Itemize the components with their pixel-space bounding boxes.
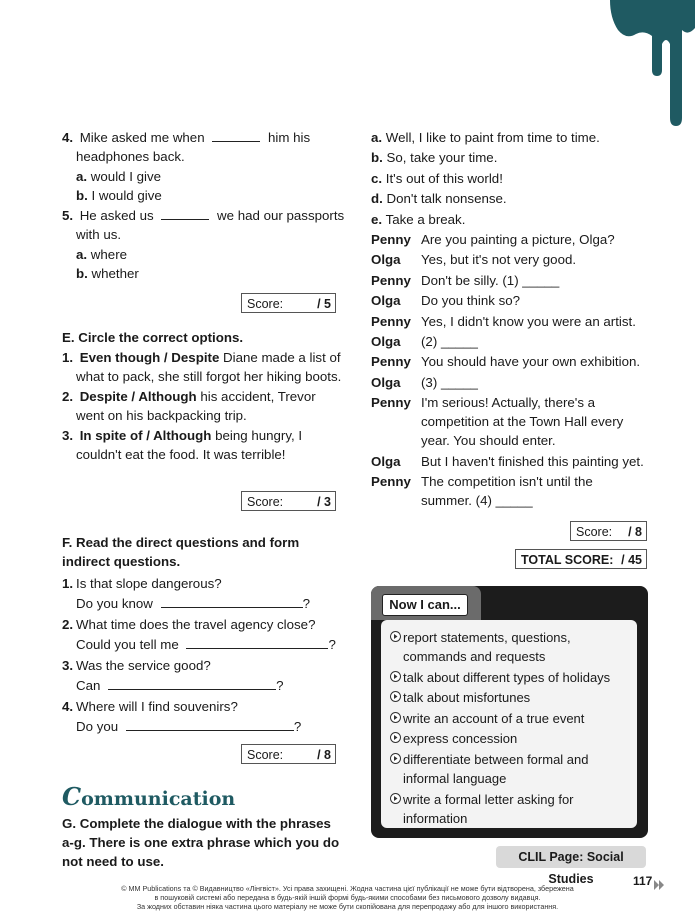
answer-line-f1[interactable]: Do you know ? — [76, 596, 310, 611]
bullet-arrow-icon — [390, 671, 401, 682]
speaker-name: Penny — [371, 313, 411, 329]
question-d4: 4. Mike asked me when him his — [62, 130, 311, 145]
answer-blank[interactable] — [108, 677, 276, 690]
dialogue-line: The competition isn't until the — [421, 474, 593, 489]
answer-blank[interactable] — [161, 595, 303, 608]
copyright-footer: © MM Publications та © Видавництво «Лінгвіст». Усі права захищені. Жодна частина цієї публікації не може бути відтворена, збережена в пошуковій системі або передана в будь-якій іншій формі будь-якими способами без письмового дозволу видавця. За жодних обставин ніяка частина цього матеріалу не може бути скопійована для перепродажу або для іншого використання. — [121, 884, 574, 911]
answer-blank[interactable] — [161, 207, 209, 220]
score-box-e: Score: / 3 — [241, 491, 336, 511]
speaker-name: Penny — [371, 354, 411, 370]
question-e1[interactable]: 1. Even though / Despite Diane made a list of — [62, 350, 341, 365]
dialogue-line: I'm serious! Actually, there's a — [421, 395, 596, 411]
option-a[interactable]: a. would I give — [76, 169, 162, 184]
dialogue-line: Don't be silly. (1) _____ — [421, 272, 560, 288]
phrase-item: d. Don't talk nonsense. — [371, 191, 507, 207]
answer-blank[interactable] — [126, 718, 294, 731]
dialogue-line: (3) _____ — [421, 374, 478, 390]
speaker-name: Penny — [371, 474, 411, 489]
can-do-item: talk about different types of holidays — [390, 668, 635, 687]
speaker-name: Olga — [371, 293, 401, 309]
dialogue-line: You should have your own exhibition. — [421, 354, 641, 370]
now-i-can-title: Now I can... — [382, 594, 468, 616]
score-box-d: Score: / 5 — [241, 293, 336, 313]
option-b[interactable]: b. I would give — [76, 188, 162, 203]
speaker-name: Penny — [371, 395, 411, 411]
dialogue-line: competition at the Town Hall every — [421, 414, 624, 430]
dialogue-line: summer. (4) _____ — [421, 493, 533, 508]
phrase-item: a. Well, I like to paint from time to time. — [371, 130, 600, 145]
speaker-name: Olga — [371, 252, 401, 268]
page-number: 117 — [633, 874, 653, 888]
phrase-item: e. Take a break. — [371, 211, 466, 227]
dialogue-line: (2) _____ — [421, 334, 478, 349]
phrase-item: c. It's out of this world! — [371, 170, 503, 186]
dialogue-line: year. You should enter. — [421, 433, 556, 449]
can-do-item: express concession — [390, 729, 635, 748]
bullet-arrow-icon — [390, 691, 401, 702]
speaker-name: Penny — [371, 232, 411, 247]
answer-blank[interactable] — [212, 129, 260, 142]
bullet-arrow-icon — [390, 793, 401, 804]
can-do-item: differentiate between formal and informal language — [390, 750, 635, 788]
clil-page-link[interactable]: CLIL Page: Social Studies — [496, 846, 646, 868]
dialogue-line: But I haven't finished this painting yet. — [421, 453, 644, 469]
score-box-f: Score: / 8 — [241, 744, 336, 764]
option-b[interactable]: b. whether — [76, 266, 139, 281]
answer-line-f3[interactable]: Can ? — [76, 678, 284, 693]
can-do-item: report statements, questions, commands and requests — [390, 628, 635, 666]
phrase-item: b. So, take your time. — [371, 150, 498, 166]
answer-line-f2[interactable]: Could you tell me ? — [76, 637, 336, 652]
answer-blank[interactable] — [186, 636, 328, 649]
section-e-heading: E. Circle the correct options. — [62, 330, 244, 345]
question-e2[interactable]: 2. Despite / Although his accident, Trevor — [62, 389, 316, 404]
score-box-g: Score: / 8 — [570, 521, 647, 541]
speaker-name: Olga — [371, 374, 401, 390]
can-do-item: write a formal letter asking for information — [390, 790, 635, 828]
bullet-arrow-icon — [390, 712, 401, 723]
dialogue-line: Yes, but it's not very good. — [421, 252, 577, 268]
question-e3[interactable]: 3. In spite of / Although being hungry, I — [62, 428, 303, 443]
can-do-item: talk about misfortunes — [390, 688, 635, 707]
section-g-heading: G. Complete the dialogue with the phrases — [62, 816, 331, 831]
section-f-heading: F. Read the direct questions and form — [62, 535, 300, 550]
dialogue-line: Do you think so? — [421, 293, 521, 309]
dialogue-line: Are you painting a picture, Olga? — [421, 232, 615, 247]
bullet-arrow-icon — [390, 753, 401, 764]
answer-line-f4[interactable]: Do you ? — [76, 719, 302, 734]
total-score-box: TOTAL SCORE: / 45 — [515, 549, 647, 569]
speaker-name: Olga — [371, 334, 401, 349]
communication-title: Communication — [62, 782, 236, 811]
option-a[interactable]: a. where — [76, 247, 128, 262]
speaker-name: Penny — [371, 272, 411, 288]
dialogue-line: Yes, I didn't know you were an artist. — [421, 313, 636, 329]
speaker-name: Olga — [371, 453, 401, 469]
paint-drip-decoration — [600, 0, 695, 130]
can-do-item: write an account of a true event — [390, 709, 635, 728]
bullet-arrow-icon — [390, 732, 401, 743]
question-d5: 5. He asked us we had our passports — [62, 208, 345, 223]
bullet-arrow-icon — [390, 631, 401, 642]
